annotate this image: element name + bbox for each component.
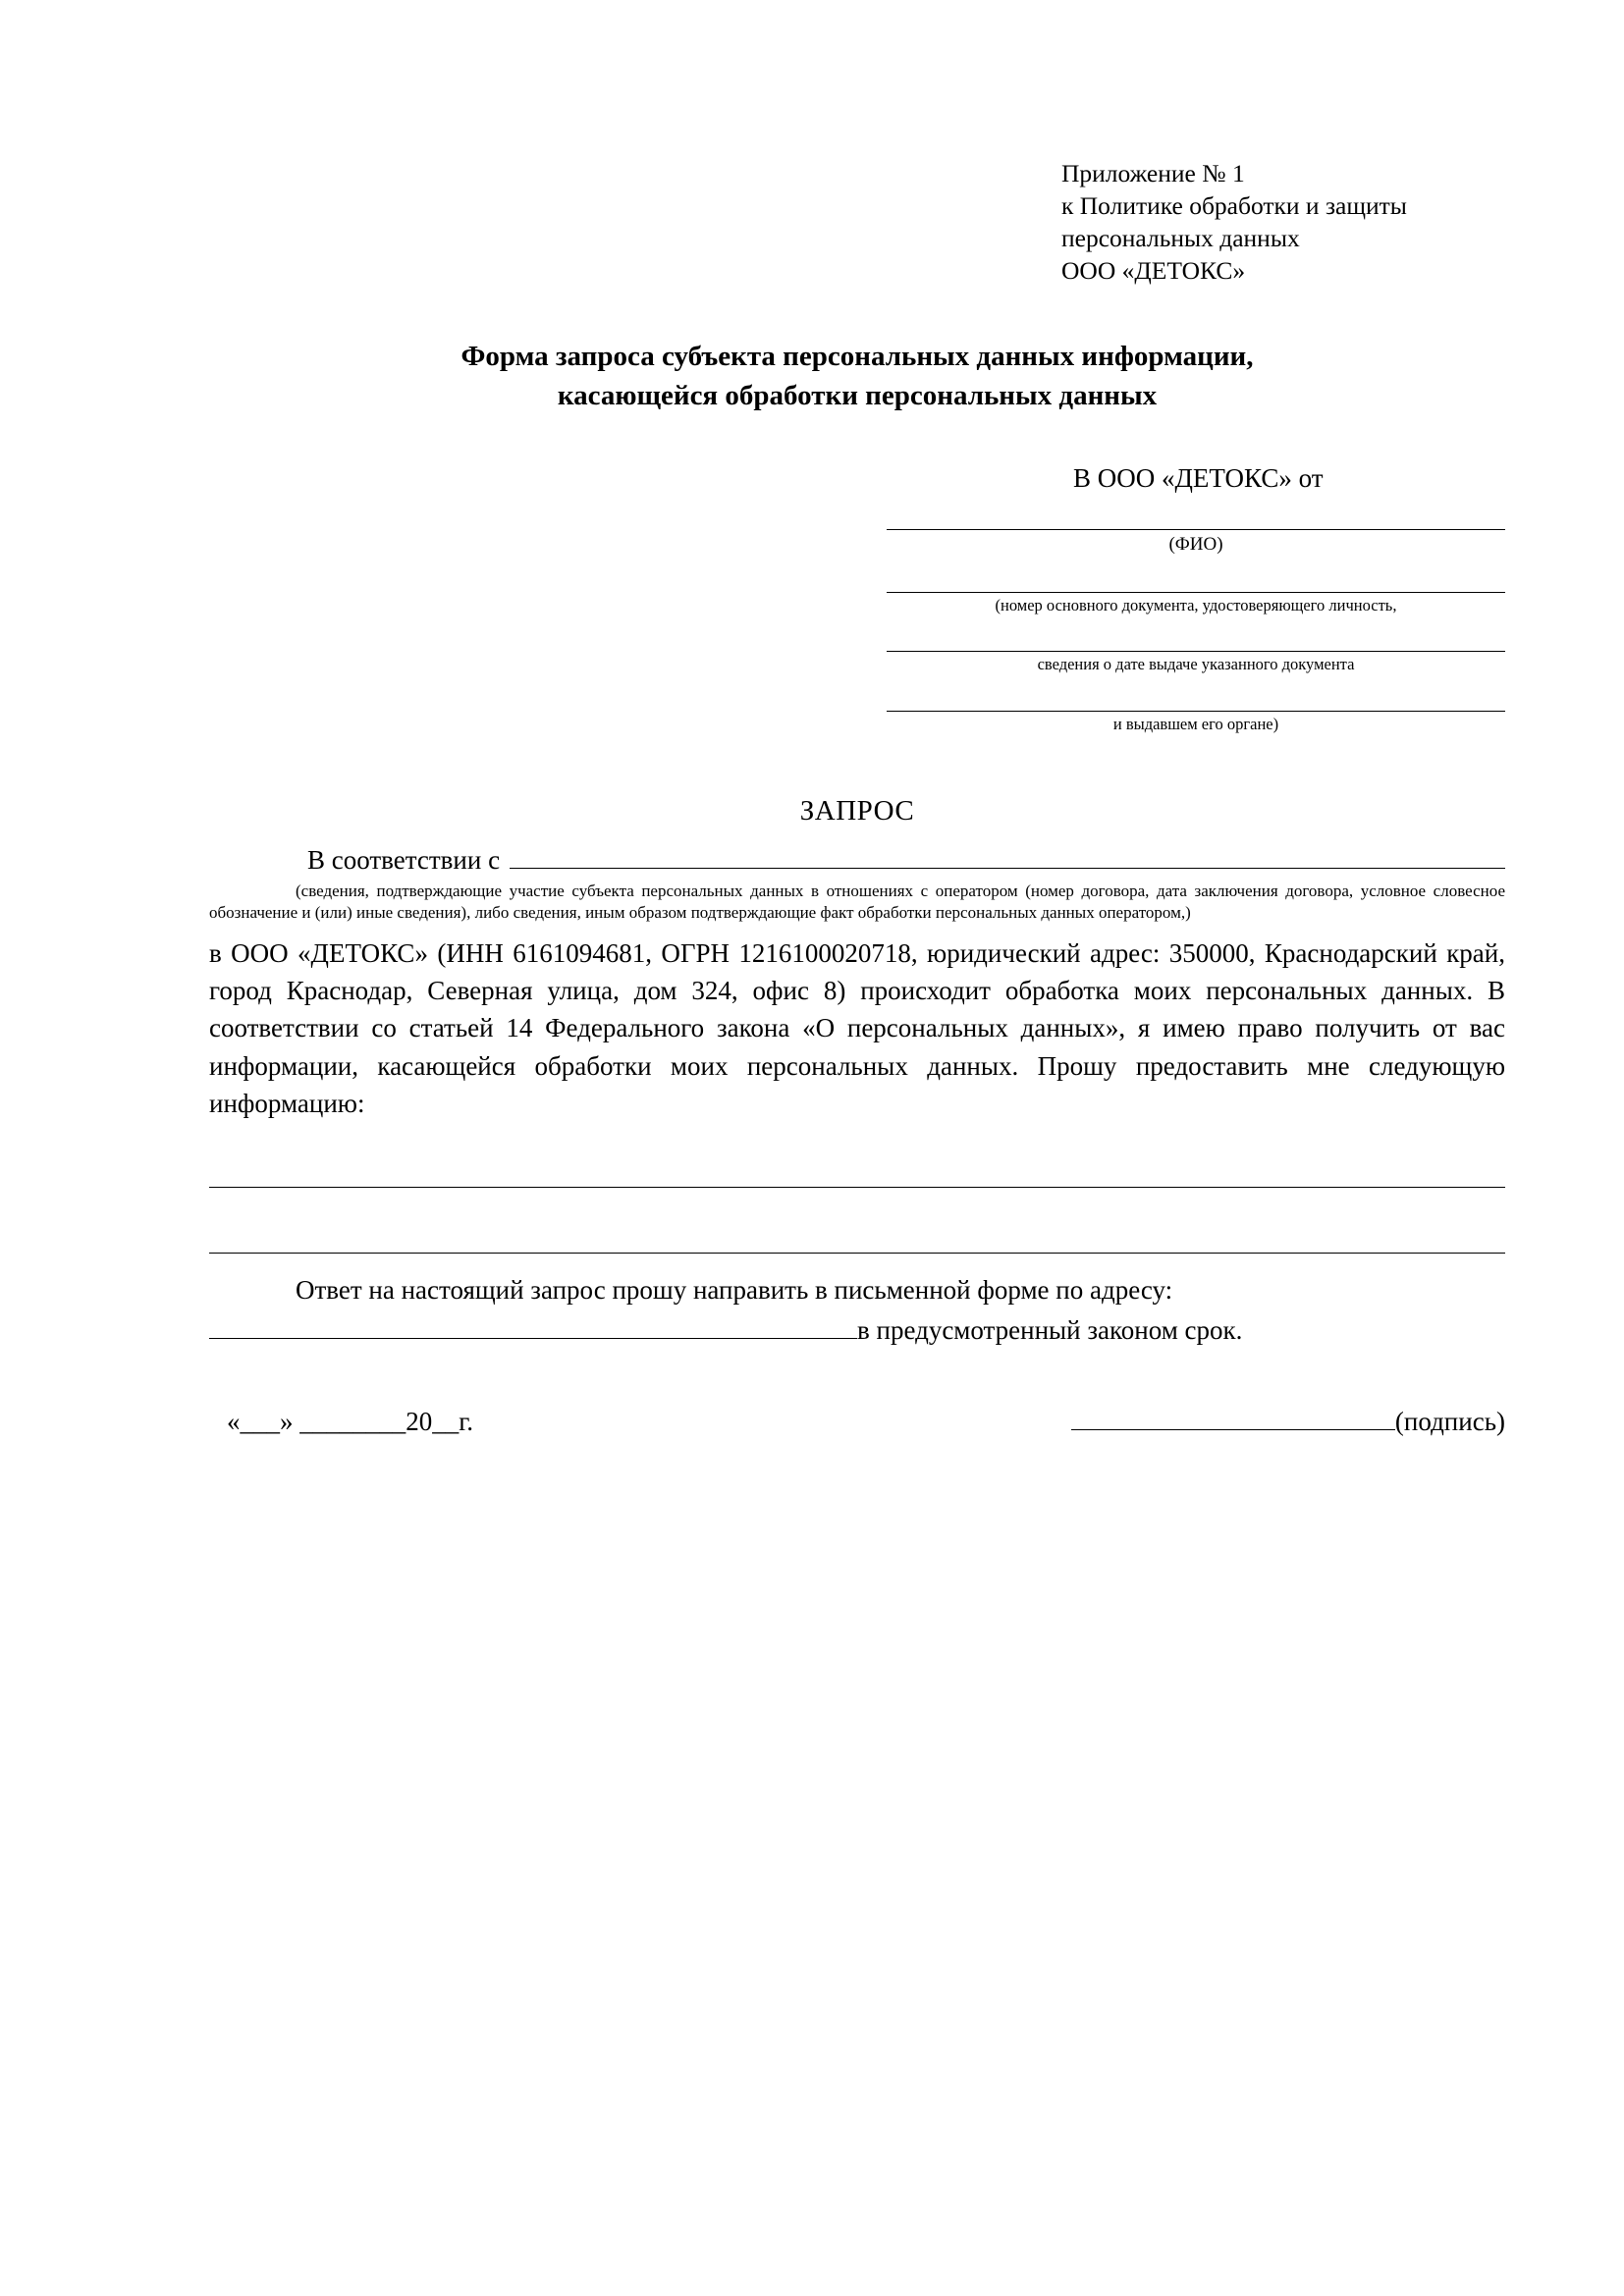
addressee-doc-number-field[interactable] [887,570,1505,616]
addressee-doc-number-caption: (номер основного документа, удостоверяющего личность, [995,595,1397,614]
appendix-header [1061,157,1505,288]
signature-input[interactable] [1071,1408,1395,1430]
appendix-header-line-4: ООО «ДЕТОКС» [1061,256,1246,286]
appendix-header-line-1: Приложение № 1 [1061,159,1245,187]
request-heading: ЗАПРОС [799,795,915,828]
signature-label: (подпись) [1394,1407,1505,1437]
addressee-fio-field[interactable] [887,507,1505,557]
page-title [209,337,1505,416]
request-basis-row[interactable] [209,845,1505,876]
request-basis-input[interactable] [510,846,1505,869]
addressee-doc-issuer-field[interactable] [887,689,1505,735]
document-content [209,157,1505,1437]
request-info-blank-area[interactable] [209,1165,1505,1254]
addressee-doc-issuer-caption: и выдавшем его органе) [1112,714,1279,733]
request-basis-note [209,881,1505,924]
signature-date-field[interactable]: «___» ________20__г. [227,1407,474,1437]
addressee-to-line: В ООО «ДЕТОКС» от [1073,462,1324,493]
page-title-line-2: касающейся обработки персональных данных [557,380,1158,412]
signature-row[interactable] [209,1407,1505,1437]
page-title-line-1: Форма запроса субъекта персональных данных информации, [460,340,1254,372]
addressee-doc-date-caption: сведения о дате выдаче указанного документа [1037,655,1355,674]
answer-address-text: Ответ на настоящий запрос прошу направить в письменной форме по адресу: [296,1275,1173,1306]
addressee-doc-date-rule[interactable] [887,629,1505,652]
request-info-line-2[interactable] [209,1231,1505,1254]
request-body-text: в ООО «ДЕТОКС» (ИНН 6161094681, ОГРН 1216100020718, юридический адрес: 350000, Краснодарский край, город Краснодар, Северная улица, дом 324, офис 8) происходит обработка моих персональных данных. В соответствии со статьей 14 Федерального закона «О персональных данных», я имею право получить от вас информации, касающейся обработки моих персональных данных. Прошу предоставить мне следующую информацию: [209,937,1505,1118]
answer-address-input[interactable] [209,1316,857,1339]
addressee-doc-date-field[interactable] [887,629,1505,675]
addressee-block [887,463,1505,735]
addressee-doc-issuer-rule[interactable] [887,689,1505,712]
request-info-line-1[interactable] [209,1165,1505,1188]
answer-address-row[interactable] [209,1315,1505,1346]
addressee-doc-number-rule[interactable] [887,570,1505,593]
appendix-header-line-3: персональных данных [1061,224,1300,253]
request-basis-label: В соответствии с [307,845,501,876]
request-basis-note-text: (сведения, подтверждающие участие субъекта персональных данных в отношениях с оператором (номер договора, дата заключения договора, условное словесное обозначение и (или) иные сведения), либо сведения, иным образом подтверждающие факт обработки персональных данных оператором,) [209,881,1505,923]
addressee-fio-caption: (ФИО) [1168,533,1223,555]
addressee-fio-rule[interactable] [887,507,1505,530]
answer-address-tail: в предусмотренный законом срок. [857,1315,1243,1346]
appendix-header-line-2: к Политике обработки и защиты [1061,191,1407,221]
